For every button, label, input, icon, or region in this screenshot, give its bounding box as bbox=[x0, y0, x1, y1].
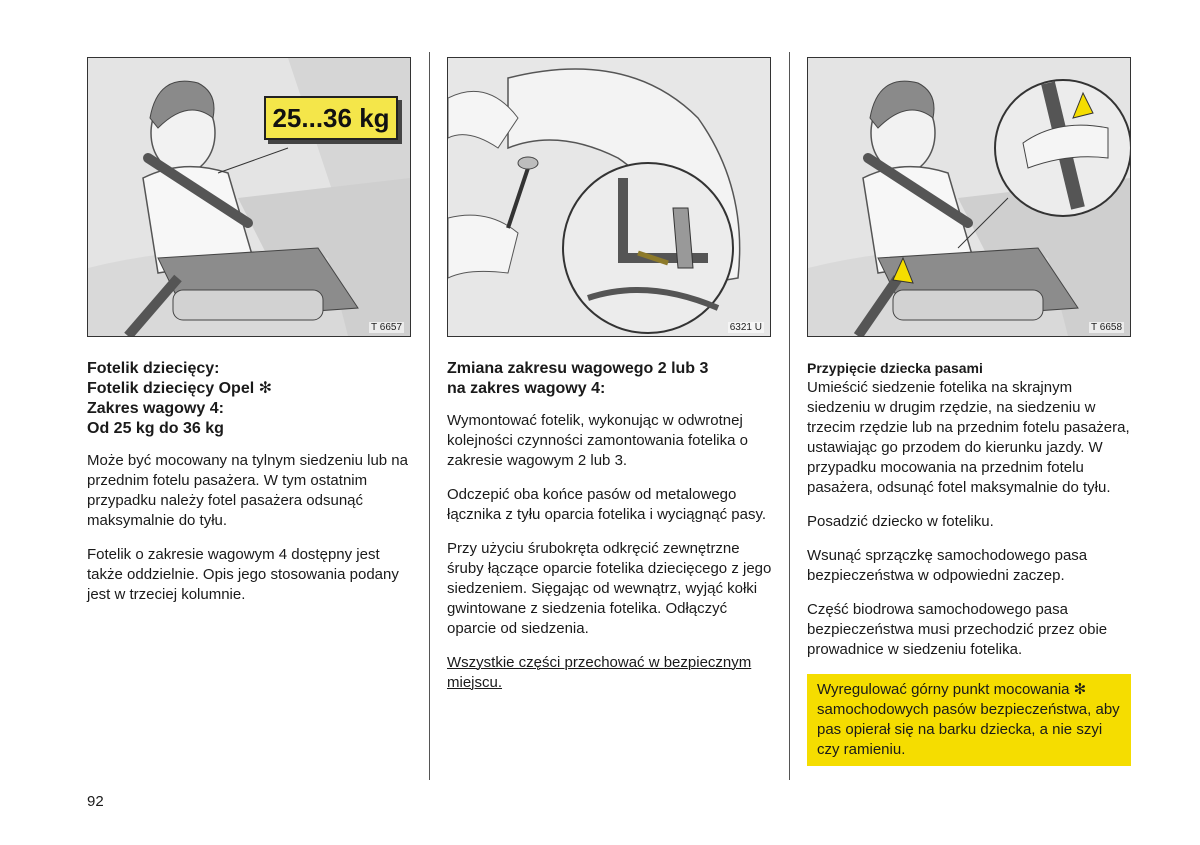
column-1 bbox=[87, 52, 412, 619]
column-3 bbox=[807, 52, 1133, 766]
paragraph: Umieścić siedzenie fotelika na skrajnym siedzeniu w drugim rzędzie, na siedzeniu w trzecim rzędzie lub na przednim fotelu pasażera, ustawiając go przodem do kierunku jazdy. W przypadku mocowania na przednim fotelu pasażera, odsunąć fotel maksymalnie do tyłu. bbox=[807, 379, 1130, 496]
highlighted-note: Wyregulować górny punkt mocowania ✻ samochodowych pasów bezpieczeństwa, aby pas opierał się na barku dziecka, a nie szyi czy ramieniu. bbox=[807, 674, 1131, 766]
figure-code: T 6658 bbox=[1091, 322, 1122, 333]
figure-code: T 6657 bbox=[371, 322, 402, 333]
paragraph: Wymontować fotelik, wykonując w odwrotnej kolejności czynności zamontowania fotelika o zakresie wagowym 2 lub 3. bbox=[447, 412, 748, 469]
heading-line-3: Zakres wagowy 4: bbox=[87, 400, 224, 417]
column-divider-right bbox=[789, 52, 790, 780]
heading-line-1: Zmiana zakresu wagowego 2 lub 3 bbox=[447, 360, 709, 377]
paragraph: Wsunąć sprzączkę samochodowego pasa bezpieczeństwa w odpowiedni zaczep. bbox=[807, 547, 1088, 584]
weight-range-badge: 25...36 kg bbox=[264, 96, 398, 140]
heading-line-4: Od 25 kg do 36 kg bbox=[87, 420, 224, 437]
section-heading bbox=[447, 359, 772, 399]
figure-code: 6321 U bbox=[729, 322, 762, 333]
paragraph: Część biodrowa samochodowego pasa bezpieczeństwa musi przechodzić przez obie prowadnice w siedzeniu fotelika. bbox=[807, 601, 1108, 658]
paragraph: Posadzić dziecko w foteliku. bbox=[807, 513, 994, 530]
paragraph: Przy użyciu śrubokręta odkręcić zewnętrzne śruby łączące oparcie fotelika dziecięcego z jego siedzeniem. Sięgając od wewnątrz, wyjąć kołki gwintowane z siedzenia fotelika. Odłączyć oparcie od siedzenia. bbox=[447, 540, 772, 637]
child-belted-illustration bbox=[808, 58, 1130, 336]
figure-belt-guide bbox=[807, 57, 1131, 337]
paragraph-underlined: Wszystkie części przechować w bezpiecznym miejscu. bbox=[447, 654, 752, 691]
paragraph: Odczepić oba końce pasów od metalowego łącznika z tyłu oparcia fotelika i wyciągnąć pasy. bbox=[447, 486, 767, 523]
column-2 bbox=[447, 52, 772, 707]
figure-disassembly bbox=[447, 57, 771, 337]
heading-line-2: Fotelik dziecięcy Opel ✻ bbox=[87, 380, 273, 397]
screwdriver-disassembly-illustration bbox=[448, 58, 770, 336]
column-divider-left bbox=[429, 52, 430, 780]
heading-line-1: Fotelik dziecięcy: bbox=[87, 360, 220, 377]
paragraph: Może być mocowany na tylnym siedzeniu lub na przednim fotelu pasażera. W tym ostatnim przypadku należy fotel pasażera odsunąć maksymalnie do tyłu. bbox=[87, 452, 408, 529]
page-number: 92 bbox=[87, 793, 104, 810]
subheading: Przypięcie dziecka pasami bbox=[807, 360, 983, 376]
paragraph: Fotelik o zakresie wagowym 4 dostępny jest także oddzielnie. Opis jego stosowania podany jest w trzeciej kolumnie. bbox=[87, 546, 399, 603]
section-heading bbox=[87, 359, 412, 439]
figure-child-seat-booster bbox=[87, 57, 411, 337]
heading-line-2: na zakres wagowy 4: bbox=[447, 380, 606, 397]
